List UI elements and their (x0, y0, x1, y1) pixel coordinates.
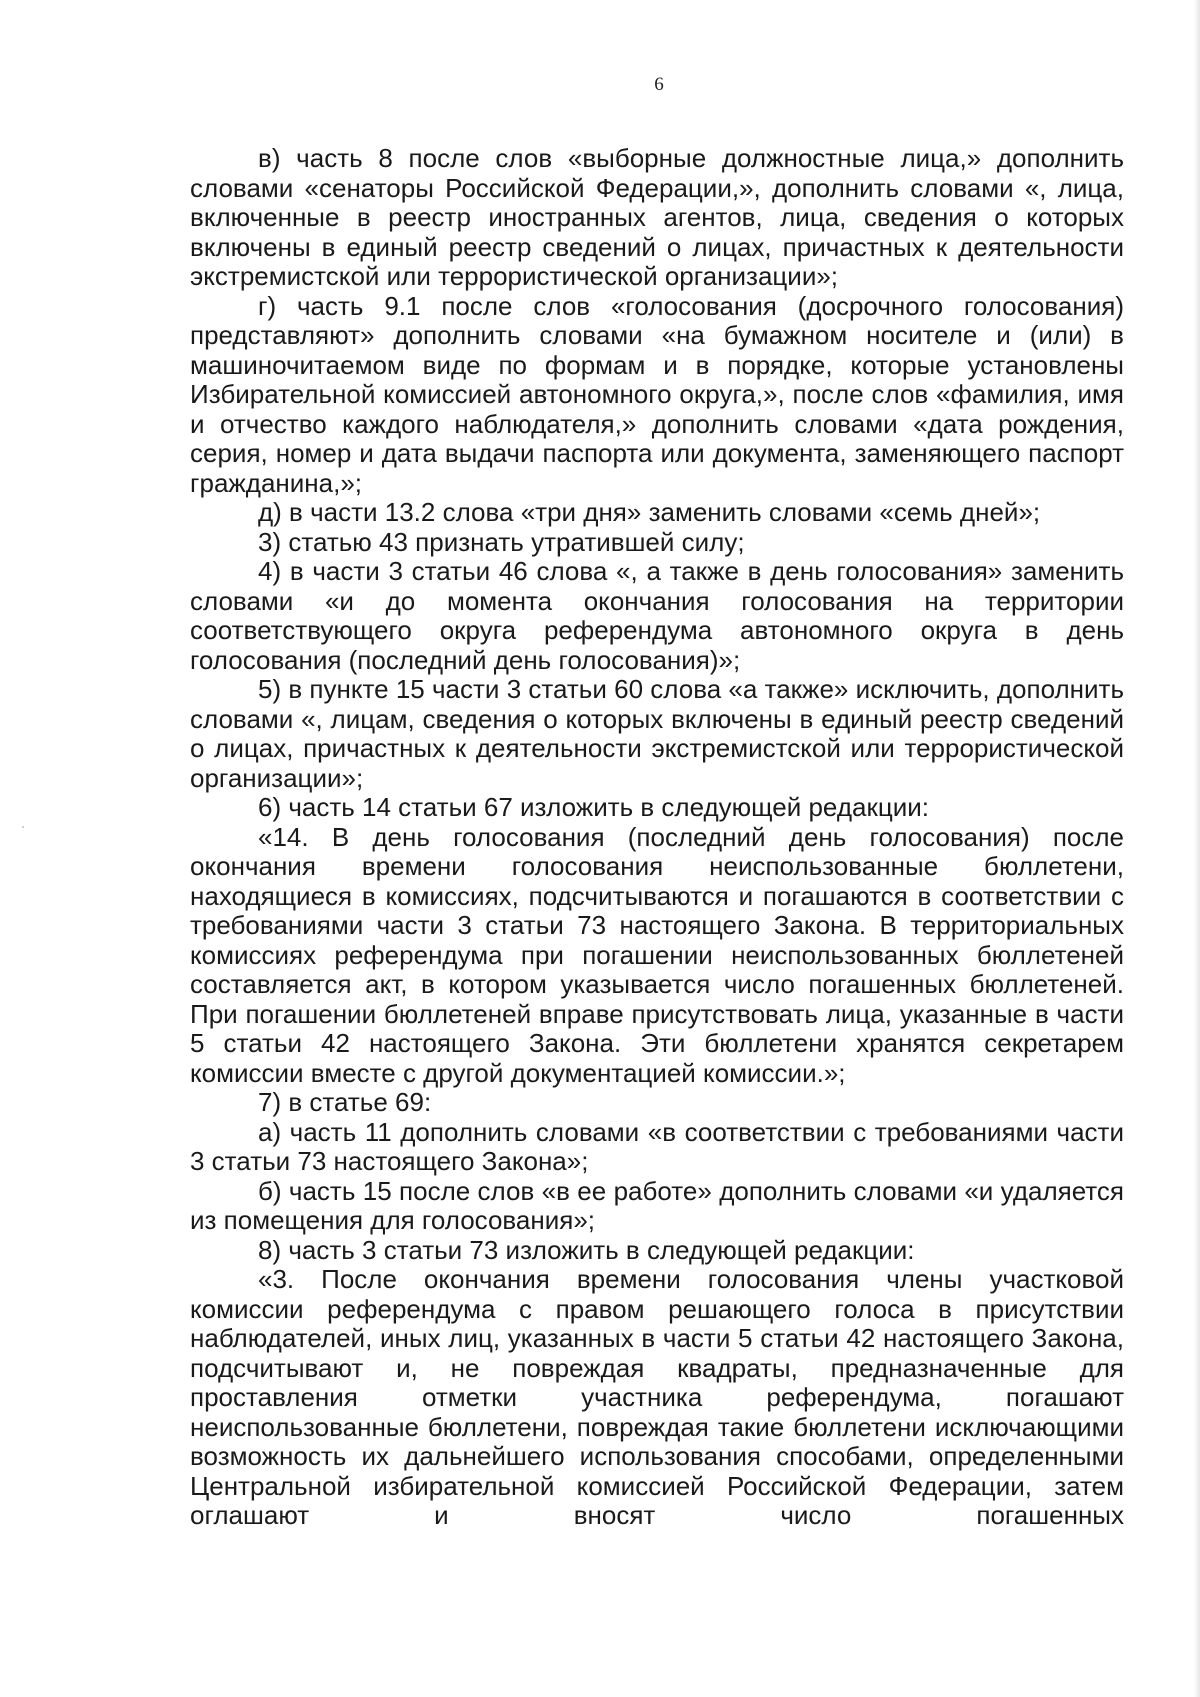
paragraph-8-article-73: 8) часть 3 статьи 73 изложить в следующей редакции: (258, 1234, 915, 1265)
document-body (190, 144, 1124, 1531)
paragraph-article-73-part-3-text: «3. После окончания времени голосования члены участковой комиссии референдума с правом решающего голоса в присутствии наблюдателей, иных лиц, указанных в части 5 статьи 42 настоящего Закона, подсчитывают и, не повреждая квадраты, предназначенные для проставления отметки участника референдума, погашают неиспользованные бюллетени, повреждая такие бюллетени исключающими возможность их дальнейшего использования способами, определенными Центральной избирательной комиссией Российской Федерации, затем оглашают и вносят число погашенных (190, 1264, 1124, 1530)
scan-speck (22, 826, 24, 828)
scan-edge-shadow (1194, 0, 1200, 1697)
paragraph-3-article-43: 3) статью 43 признать утратившей силу; (258, 526, 745, 557)
page-number: 6 (654, 74, 664, 95)
paragraph-d-part-13-2: д) в части 13.2 слова «три дня» заменить словами «семь дней»; (258, 497, 1041, 527)
paragraph-b-part-15: б) часть 15 после слов «в ее работе» дополнить словами «и удаляется из помещения для голосования»; (190, 1175, 1124, 1235)
paragraph-7-article-69: 7) в статье 69: (258, 1087, 432, 1117)
paragraph-5-article-60: 5) в пункте 15 части 3 статьи 60 слова «а также» исключить, дополнить словами «, лицам, сведения о которых включены в единый реестр сведений о лицах, причастных к деятельности экстремистской или террористической организации»; (190, 674, 1124, 793)
paragraph-a-part-11: а) часть 11 дополнить словами «в соответствии с требованиями части 3 статьи 73 настоящего Закона»; (190, 1116, 1124, 1176)
paragraph-g-part-9-1: г) часть 9.1 после слов «голосования (досрочного голосования) представляют» дополнить словами «на бумажном носителе и (или) в машиночитаемом виде по формам и в порядке, которые установлены Избирательной комиссией автономного округа,», после слов «фамилия, имя и отчество каждого наблюдателя,» дополнить словами «дата рождения, серия, номер и дата выдачи паспорта или документа, заменяющего паспорт гражданина,»; (190, 290, 1124, 498)
paragraph-4-article-46: 4) в части 3 статьи 46 слова «, а также в день голосования» заменить словами «и до момента окончания голосования на территории соответствующего округа референдума автономного округа в день голосования (последний день голосования)»; (190, 556, 1124, 675)
paragraph-6-article-67: 6) часть 14 статьи 67 изложить в следующей редакции: (258, 792, 929, 822)
paragraph-article-67-part-14-text: «14. В день голосования (последний день голосования) после окончания времени голосования неиспользованные бюллетени, находящиеся в комиссиях, подсчитываются и погашаются в соответствии с требованиями части 3 статьи 73 настоящего Закона. В территориальных комиссиях референдума при погашении неиспользованных бюллетеней составляется акт, в котором указывается число погашенных бюллетеней. При погашении бюллетеней вправе присутствовать лица, указанные в части 5 статьи 42 настоящего Закона. Эти бюллетени хранятся секретарем комиссии вместе с другой документацией комиссии.»; (190, 821, 1124, 1088)
paragraph-v-part-8: в) часть 8 после слов «выборные должностные лица,» дополнить словами «сенаторы Российской Федерации,», дополнить словами «, лица, включенные в реестр иностранных агентов, лица, сведения о которых включены в единый реестр сведений о лицах, причастных к деятельности экстремистской или террористической организации»; (190, 143, 1124, 291)
